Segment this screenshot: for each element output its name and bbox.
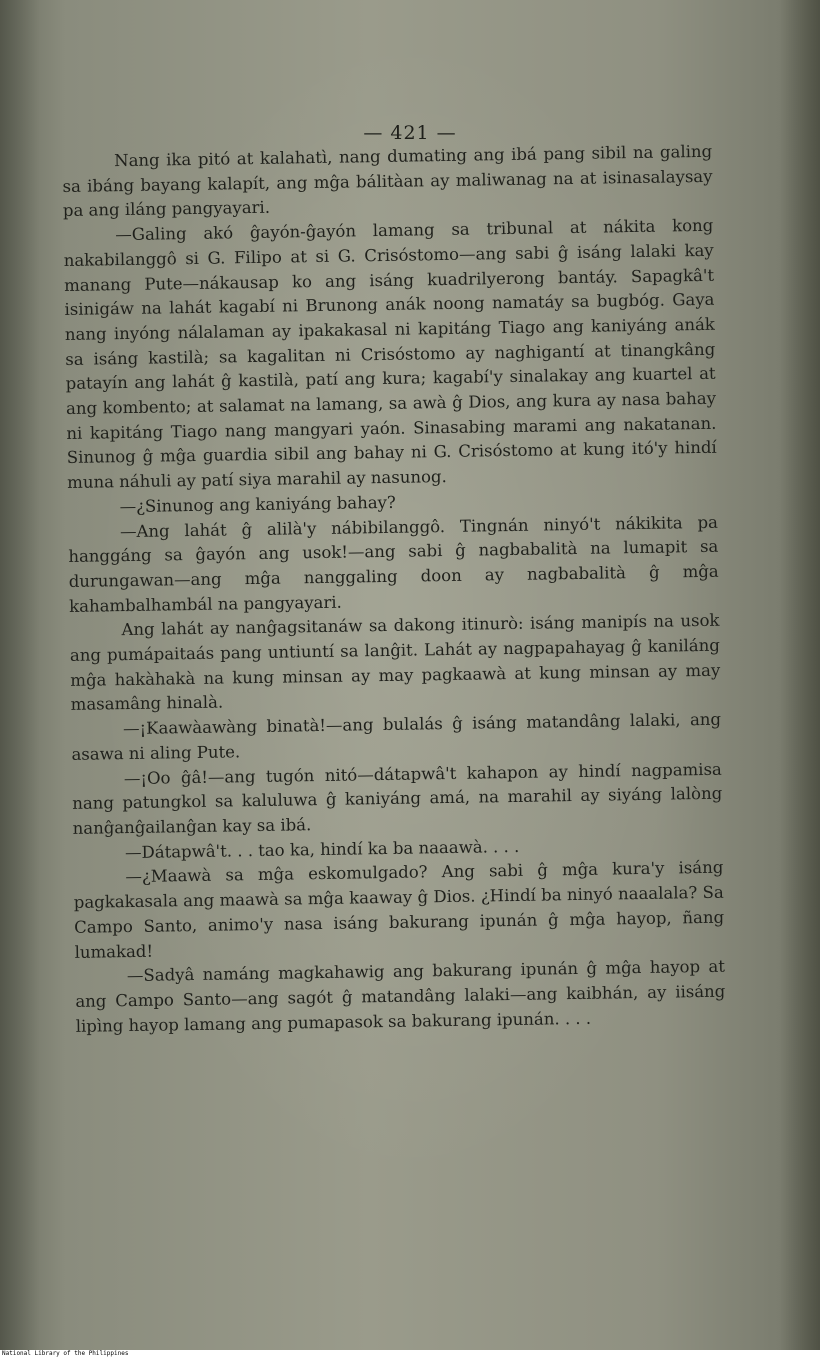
paragraph-8: —Dátapwâ't. . . tao ka, hindí ka ba naaawà. . . . (124, 836, 520, 862)
paragraph-1: Nang ika pitó at kalahatì, nang dumating ang ibá pang sibil na galing sa ibáng bayang kalapít, ang mĝa bálitàan ay maliwanag na at isinasalaysay pa ang iláng pangyayari. (62, 141, 713, 221)
page-shadow-left (0, 0, 40, 1350)
paragraph-7: —¡Oo ĝâ!—ang tugón nitó—dátapwâ't kahapon ay hindí nagpamisa nang patungkol sa kaluluwa ĝ kaniyáng amá, na marahil ay siyáng lalòng nanĝanĝailanĝan kay sa ibá. (72, 759, 723, 838)
paragraph-5: Ang lahát ay nanĝagsitanáw sa dakong itinurò: isáng manipís na usok ang pumápaitaás pang untiuntí sa lanĝit. Lahát ay nagpapahayag ĝ kaniláng mĝa hakàhakà na kung minsan ay may pagkaawà at kung minsan ay may masamâng hinalà. (69, 611, 721, 715)
page-number: — 421 — (363, 122, 457, 144)
paragraph-6: —¡Kaawàawàng binatà!—ang bulalás ĝ isáng matandâng lalaki, ang asawa ni aling Pute. (71, 709, 722, 764)
page-body (62, 140, 726, 1039)
page-shadow-right (780, 0, 820, 1350)
paragraph-2: —Galing akó ĝayón-ĝayón lamang sa tribunal at nákita kong nakabilanggô si G. Filipo at si G. Crisóstomo—ang sabi ĝ isáng lalaki kay manang Pute—nákausap ko ang isáng kuadrilyerong bantáy. Sapagkâ't isinigáw na lahát kagabí ni Brunong anák noong namatáy sa bugbóg. Gaya nang inyóng nálalaman ay ipakakasal ni kapitáng Tiago ang kaniyáng anák sa isáng kastilà; sa kagalitan ni Crisóstomo ay naghigantí at tinangkâng patayín ang lahát ĝ kastilà, patí ang kura; kagabí'y sinalakay ang kuartel at ang kombento; at salamat na lamang, sa awà ĝ Dios, ang kura ay nasa bahay ni kapitáng Tiago nang mangyari yaón. Sinasabing marami ang nakatanan. Sinunog ĝ mĝa guardia sibil ang bahay ni G. Crisóstomo at kung itó'y hindí muna náhuli ay patí siya marahil ay nasunog. (63, 215, 717, 493)
library-credit: National Library of the Philippines (0, 1350, 820, 1358)
paragraph-3: —¿Sinunog ang kaniyáng bahay? (119, 492, 396, 516)
paragraph-9: —¿Maawà sa mĝa eskomulgado? Ang sabi ĝ mĝa kura'y isáng pagkakasala ang maawà sa mĝa kaaway ĝ Dios. ¿Hindí ba ninyó naaalala? Sa Campo Santo, animo'y nasa isáng bakurang ipunán ĝ mĝa hayop, ñang lumakad! (73, 858, 725, 962)
paragraph-10: —Sadyâ namáng magkahawig ang bakurang ipunán ĝ mĝa hayop at ang Campo Santo—ang sagót ĝ matandâng lalaki—ang kaibhán, ay iisáng lipìng hayop lamang ang pumapasok sa bakurang ipunán. . . . (75, 956, 726, 1036)
paragraph-4: —Ang lahát ĝ alilà'y nábibilanggô. Tingnán ninyó't nákikita pa hanggáng sa ĝayón ang usok!—ang sabi ĝ nagbabalità na lumapit sa durungawan—ang mĝa nanggaling doon ay nagbabalità ĝ mĝa kahambalhambál na pangyayari. (68, 512, 719, 616)
